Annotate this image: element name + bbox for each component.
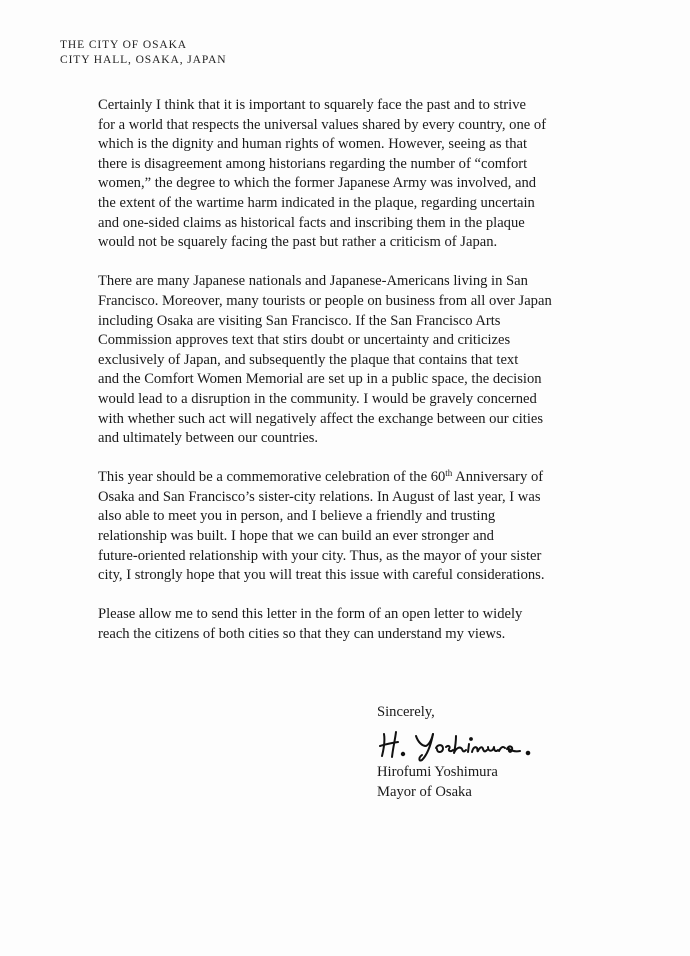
text-line: relationship was built. I hope that we can build an ever stronger and: [98, 528, 494, 545]
paragraph-2: [98, 272, 643, 448]
signatory-block: [377, 762, 498, 802]
text-line: there is disagreement among historians regarding the number of “comfort: [98, 155, 528, 172]
text-line: would lead to a disruption in the community. I would be gravely concerned: [98, 390, 537, 407]
text-line: with whether such act will negatively affect the exchange between our cities: [98, 410, 544, 427]
paragraph-1: [98, 96, 643, 253]
text-line: including Osaka are visiting San Francisco. If the San Francisco Arts: [98, 312, 501, 329]
text-line: Certainly I think that it is important to squarely face the past and to strive: [98, 97, 526, 113]
letter-body: [98, 96, 643, 664]
text-line: Francisco. Moreover, many tourists or people on business from all over Japan: [98, 292, 552, 309]
letterhead-city: THE CITY OF OSAKA: [60, 39, 187, 51]
text-line: would not be squarely facing the past but rather a criticism of Japan.: [98, 234, 498, 251]
text-line: future-oriented relationship with your city. Thus, as the mayor of your sister: [98, 547, 542, 564]
text-line: women,” the degree to which the former Japanese Army was involved, and: [98, 175, 537, 192]
text-line: and one-sided claims as historical facts and inscribing them in the plaque: [98, 214, 525, 231]
text-fragment: This year should be a commemorative celebration of the 60: [98, 469, 446, 486]
text-line: and ultimately between our countries.: [98, 430, 319, 447]
text-line: Please allow me to send this letter in the form of an open letter to widely: [98, 606, 523, 623]
letterhead: [60, 38, 226, 68]
text-line: exclusively of Japan, and subsequently the plaque that contains that text: [98, 351, 519, 368]
paragraph-3: [98, 468, 643, 586]
letterhead-address: CITY HALL, OSAKA, JAPAN: [60, 54, 227, 66]
signatory-title: Mayor of Osaka: [377, 784, 472, 800]
closing: [377, 703, 435, 723]
text-line: the extent of the wartime harm indicated in the plaque, regarding uncertain: [98, 194, 535, 211]
handwritten-signature: [376, 724, 546, 764]
ordinal-suffix: th: [445, 468, 453, 479]
text-line: reach the citizens of both cities so that they can understand my views.: [98, 626, 506, 643]
text-line: and the Comfort Women Memorial are set up in a public space, the decision: [98, 371, 542, 388]
text-fragment: Anniversary of: [452, 469, 544, 486]
text-line: city, I strongly hope that you will treat this issue with careful considerations.: [98, 567, 545, 584]
text-line: There are many Japanese nationals and Japanese-Americans living in San: [98, 273, 528, 290]
text-line: Commission approves text that stirs doubt or uncertainty and criticizes: [98, 332, 511, 349]
text-line: also able to meet you in person, and I believe a friendly and trusting: [98, 508, 496, 525]
text-line: [98, 468, 643, 488]
text-line: for a world that respects the universal values shared by every country, one of: [98, 116, 547, 133]
text-line: Osaka and San Francisco’s sister-city relations. In August of last year, I was: [98, 488, 541, 505]
paragraph-4: [98, 605, 643, 644]
text-line: which is the dignity and human rights of women. However, seeing as that: [98, 136, 528, 153]
signatory-name: Hirofumi Yoshimura: [377, 764, 498, 780]
salutation: Sincerely,: [377, 704, 435, 720]
